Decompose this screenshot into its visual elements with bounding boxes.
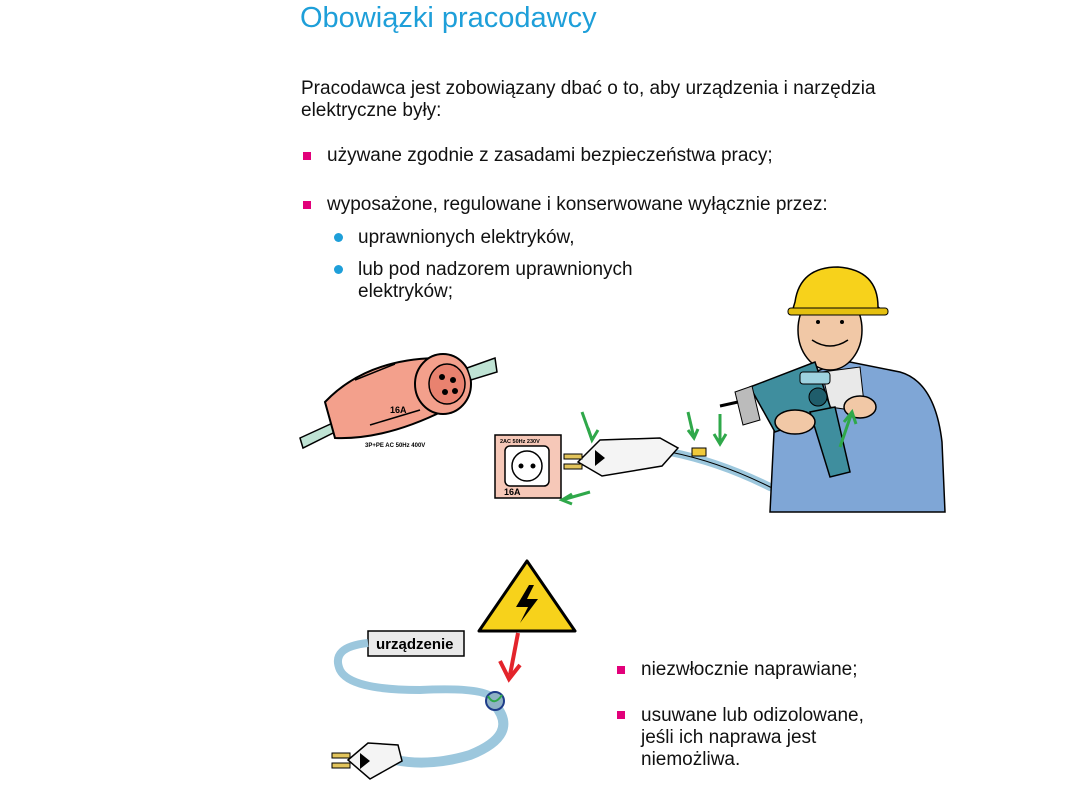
worker-drill-illustration — [560, 262, 950, 512]
damaged-device-illustration — [320, 555, 580, 795]
bullet-removed-or-isolated: usuwane lub odizolowane, jeśli ich naprawa jest niemożliwa. — [641, 705, 864, 770]
round-bullet-marker — [334, 265, 343, 274]
plug-rating-label: 16A — [390, 405, 407, 415]
square-bullet-marker — [617, 666, 625, 674]
socket-spec-label: 2AC 50Hz 230V — [500, 439, 540, 445]
square-bullet-marker — [617, 711, 625, 719]
square-bullet-marker — [303, 152, 311, 160]
bullet-repaired-immediately: niezwłocznie naprawiane; — [641, 659, 858, 680]
intro-text: Pracodawca jest zobowiązany dbać o to, aby urządzenia i narzędzia elektryczne były: — [301, 78, 876, 121]
industrial-plug-illustration — [295, 330, 505, 460]
sub-bullet-supervision: lub pod nadzorem uprawnionych elektryków; — [358, 259, 633, 302]
page-title: Obowiązki pracodawcy — [300, 2, 597, 34]
plug-spec-label: 3P+PE AC 50Hz 400V — [365, 443, 426, 449]
socket-rating-label: 16A — [504, 487, 521, 497]
square-bullet-marker — [303, 201, 311, 209]
sub-bullet-electricians: uprawnionych elektryków, — [358, 227, 575, 248]
device-label: urządzenie — [376, 636, 454, 653]
round-bullet-marker — [334, 233, 343, 242]
bullet-used-safely: używane zgodnie z zasadami bezpieczeństwa pracy; — [327, 145, 773, 166]
damage-arrow-icon — [500, 633, 520, 679]
bullet-maintained-by: wyposażone, regulowane i konserwowane wyłącznie przez: — [327, 194, 828, 215]
wall-socket-illustration — [494, 434, 564, 500]
high-voltage-warning-icon — [479, 561, 575, 631]
